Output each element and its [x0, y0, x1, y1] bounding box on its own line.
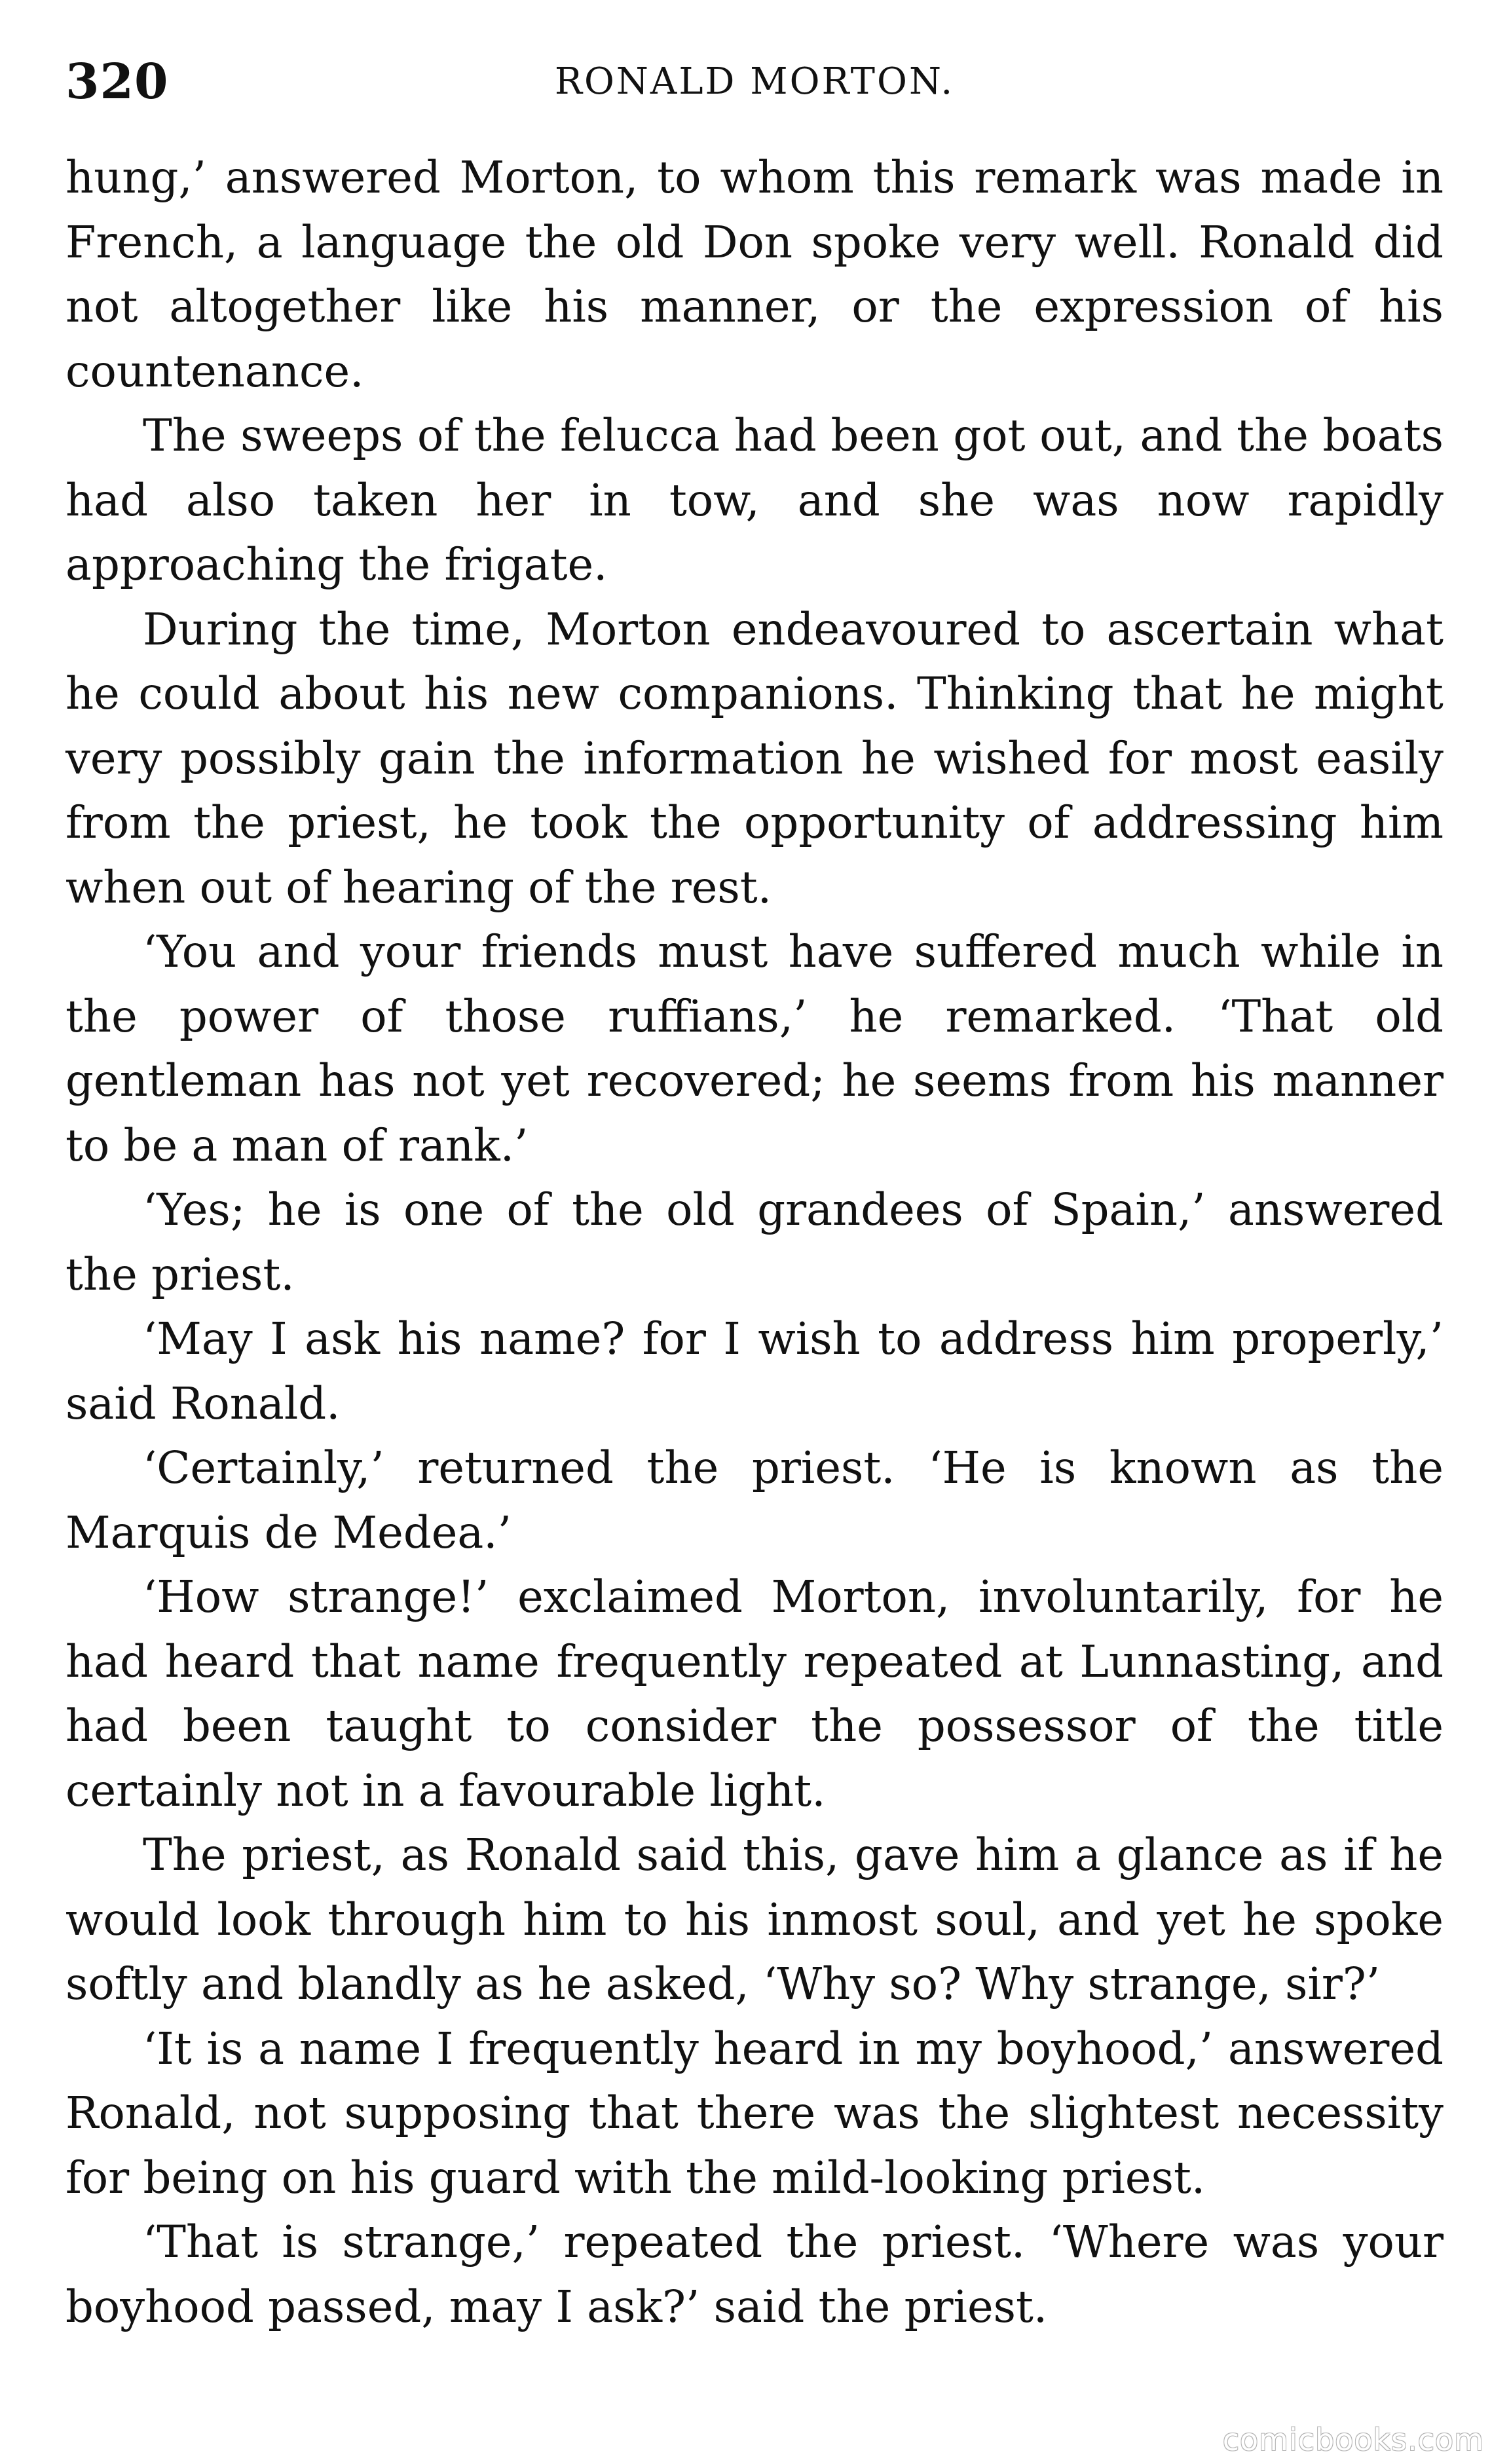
- book-page: [65, 0, 1444, 2464]
- paragraph: ‘That is strange,’ repeated the priest. ‘Where was your boyhood passed, may I ask?’ said the priest.: [65, 2216, 1444, 2332]
- watermark: comicbooks.com: [1222, 2422, 1484, 2457]
- paragraph: hung,’ answered Morton, to whom this remark was made in French, a language the old Don spoke very well. Ronald did not altogether like his manner, or the expression of his countenance.: [65, 152, 1444, 397]
- running-head: [65, 54, 1444, 126]
- paragraph: ‘How strange!’ exclaimed Morton, involuntarily, for he had heard that name frequently repeated at Lunnasting, and had been taught to consider the possessor of the title certainly not in a favourable light.: [65, 1571, 1444, 1816]
- paragraph: ‘Yes; he is one of the old grandees of Spain,’ answered the priest.: [65, 1184, 1444, 1300]
- body-text: [65, 145, 1444, 2339]
- paragraph: ‘It is a name I frequently heard in my boyhood,’ answered Ronald, not supposing that there was the slightest necessity for being on his guard with the mild-looking priest.: [65, 2023, 1444, 2203]
- paragraph: ‘Certainly,’ returned the priest. ‘He is known as the Marquis de Medea.’: [65, 1442, 1444, 1558]
- paragraph: ‘May I ask his name? for I wish to address him properly,’ said Ronald.: [65, 1313, 1444, 1429]
- page-number: 320: [65, 54, 169, 110]
- running-title: RONALD MORTON.: [554, 60, 955, 103]
- paragraph: The sweeps of the felucca had been got out, and the boats had also taken her in tow, and she was now rapidly approaching the frigate.: [65, 410, 1444, 590]
- paragraph: During the time, Morton endeavoured to ascertain what he could about his new companions. Thinking that he might very possibly gain the information he wished for most easily from the priest, he took the opportunity of addressing him when out of hearing of the rest.: [65, 603, 1444, 913]
- paragraph: The priest, as Ronald said this, gave him a glance as if he would look through him to his inmost soul, and yet he spoke softly and blandly as he asked, ‘Why so? Why strange, sir?’: [65, 1829, 1444, 2009]
- paragraph: ‘You and your friends must have suffered much while in the power of those ruffians,’ he remarked. ‘That old gentleman has not yet recovered; he seems from his manner to be a man of rank.’: [65, 926, 1444, 1171]
